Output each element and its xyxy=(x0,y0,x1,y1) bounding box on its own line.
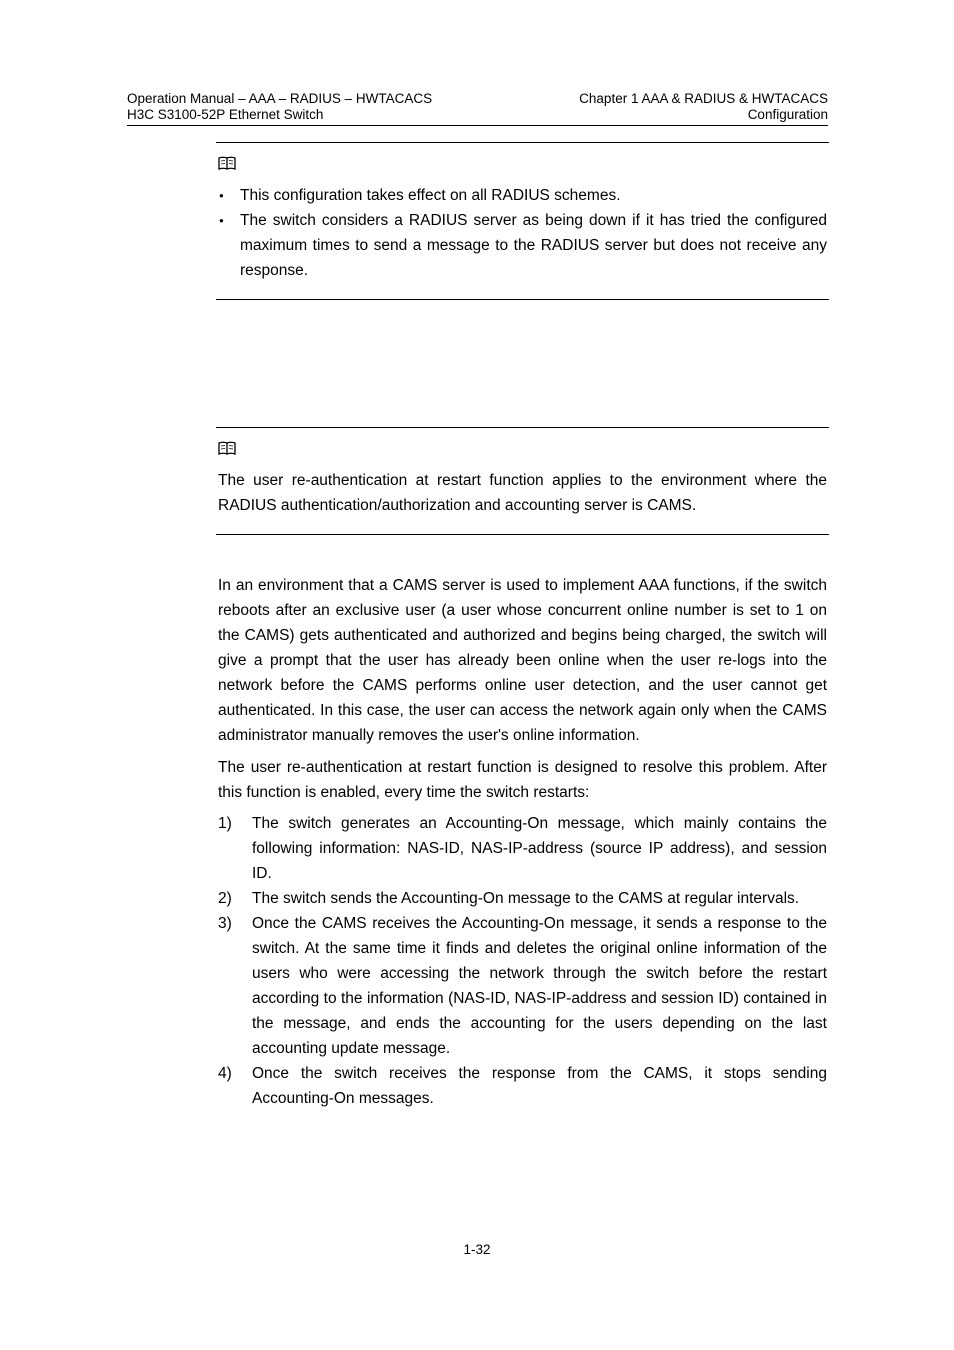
note-bullet-list xyxy=(218,183,827,283)
note-top-rule xyxy=(216,427,829,428)
page-number: 1-32 xyxy=(463,1242,491,1257)
note-bottom-rule xyxy=(216,534,829,535)
numbered-step-list xyxy=(218,811,827,1111)
page-header xyxy=(127,90,828,126)
note-bullet-item: ● The switch considers a RADIUS server as being down if it has tried the configured maximum times to send a message to the RADIUS server but does not receive any response. xyxy=(218,208,827,283)
step-item xyxy=(218,811,827,886)
step-text: Once the switch receives the response from the CAMS, it stops sending Accounting-On messages. xyxy=(252,1065,827,1107)
step-text: Once the CAMS receives the Accounting-On message, it sends a response to the switch. At the same time it finds and deletes the original online information of the users who were accessing the network through the switch before the restart according to the information (NAS-ID, NAS-IP-address and session ID) contained in the message, and ends the accounting for the users depending on the last accounting update message. xyxy=(252,915,827,1057)
step-number: 2) xyxy=(218,890,232,907)
note-text: The user re-authentication at restart function applies to the environment where the RADIUS authentication/authorization and accounting server is CAMS. xyxy=(218,472,827,514)
book-icon xyxy=(218,156,236,176)
note-bullet-item: ● This configuration takes effect on all RADIUS schemes. xyxy=(218,183,827,208)
step-number: 4) xyxy=(218,1065,232,1082)
body-paragraph: The user re-authentication at restart function is designed to resolve this problem. After this function is enabled, every time the switch restarts: xyxy=(218,759,827,801)
chapter-title: Chapter 1 AAA & RADIUS & HWTACACS xyxy=(579,91,828,106)
note-top-rule xyxy=(216,142,829,143)
step-item xyxy=(218,911,827,1061)
step-number: 1) xyxy=(218,815,232,832)
step-text: The switch sends the Accounting-On message to the CAMS at regular intervals. xyxy=(252,890,800,907)
step-item xyxy=(218,1061,827,1111)
book-icon xyxy=(218,441,236,461)
note-bottom-rule xyxy=(216,299,829,300)
product-name: H3C S3100-52P Ethernet Switch xyxy=(127,107,324,122)
step-number: 3) xyxy=(218,915,232,932)
section-title: Configuration xyxy=(747,107,828,122)
header-left xyxy=(127,91,432,123)
step-item xyxy=(218,886,827,911)
body-paragraph: In an environment that a CAMS server is used to implement AAA functions, if the switch reboots after an exclusive user (a user whose concurrent online number is set to 1 on the CAMS) gets authenticated and authorized and begins being charged, the switch will give a prompt that the user has already been online when the user re-logs into the network before the CAMS performs online user detection, and the user cannot get authenticated. In this case, the user can access the network again only when the CAMS administrator manually removes the user's online information. xyxy=(218,577,827,744)
header-right xyxy=(579,91,828,123)
step-text: The switch generates an Accounting-On message, which mainly contains the following information: NAS-ID, NAS-IP-address (source IP address), and session ID. xyxy=(252,815,827,882)
manual-title: Operation Manual – AAA – RADIUS – HWTACACS xyxy=(127,91,433,106)
